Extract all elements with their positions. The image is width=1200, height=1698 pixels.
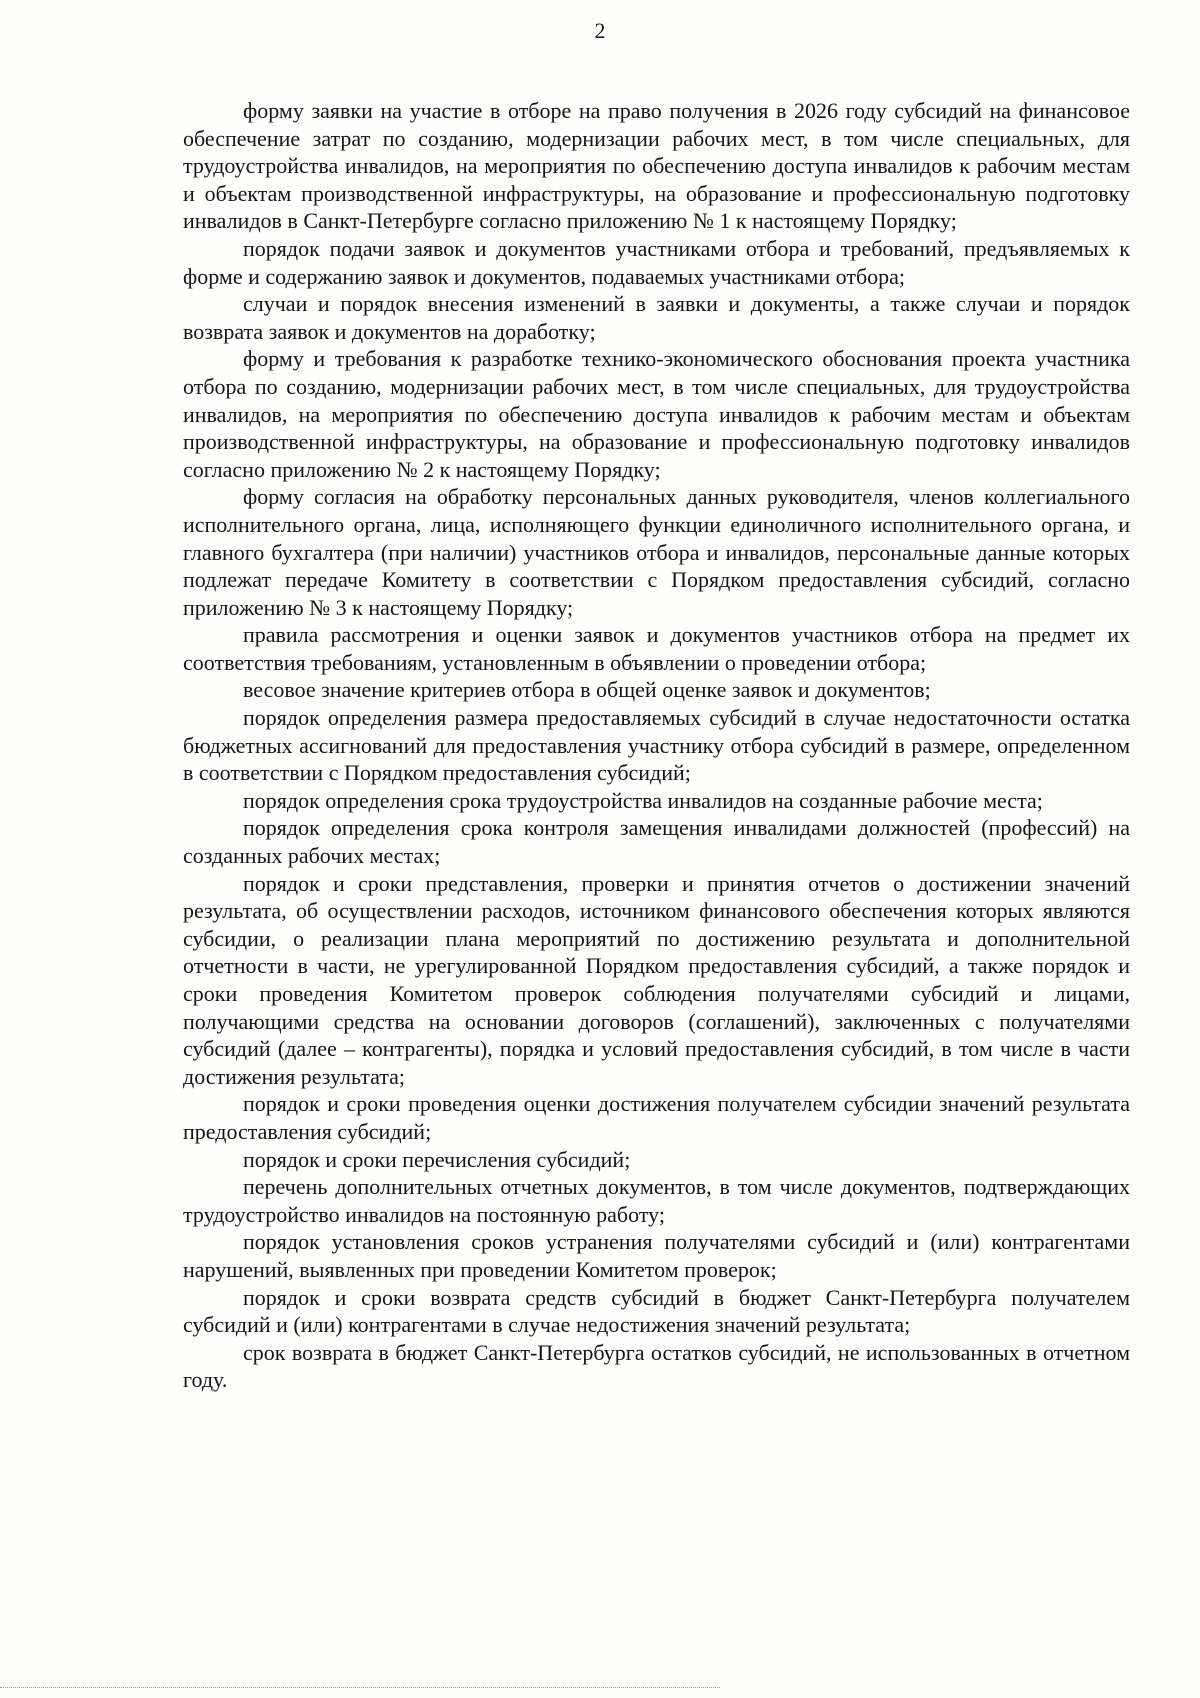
paragraph: правила рассмотрения и оценки заявок и документов участников отбора на предмет их соответствия требованиям, установленным в объявлении о проведении отбора; bbox=[183, 622, 1130, 675]
paragraph: перечень дополнительных отчетных документов, в том числе документов, подтверждающих трудоустройство инвалидов на постоянную работу; bbox=[183, 1174, 1130, 1227]
paragraph: порядок установления сроков устранения получателями субсидий и (или) контрагентами нарушений, выявленных при проведении Комитетом проверок; bbox=[183, 1229, 1130, 1282]
paragraph: форму согласия на обработку персональных данных руководителя, членов коллегиального исполнительного органа, лица, исполняющего функции единоличного исполнительного органа, и главного бухгалтера (при наличии) участников отбора и инвалидов, персональные данные которых подлежат передаче Комитету в соответствии с Порядком предоставления субсидий, согласно приложению № 3 к настоящему Порядку; bbox=[183, 484, 1130, 620]
paragraph: форму заявки на участие в отборе на право получения в 2026 году субсидий на финансовое обеспечение затрат по созданию, модернизации рабочих мест, в том числе специальных, для трудоустройства инвалидов, на мероприятия по обеспечению доступа инвалидов к рабочим местам и объектам производственной инфраструктуры, на образование и профессиональную подготовку инвалидов в Санкт-Петербурге согласно приложению № 1 к настоящему Порядку; bbox=[183, 98, 1130, 234]
paragraph: порядок и сроки возврата средств субсидий в бюджет Санкт-Петербурга получателем субсидий и (или) контрагентами в случае недостижения значений результата; bbox=[183, 1284, 1130, 1338]
scan-artifact-line bbox=[0, 1687, 720, 1688]
paragraph: весовое значение критериев отбора в общей оценке заявок и документов; bbox=[243, 677, 931, 703]
paragraph: случаи и порядок внесения изменений в заявки и документы, а также случаи и порядок возврата заявок и документов на доработку; bbox=[183, 291, 1130, 344]
paragraph: порядок определения размера предоставляемых субсидий в случае недостаточности остатка бюджетных ассигнований для предоставления участнику отбора субсидий в размере, определенном в соответствии с Порядком предоставления субсидий; bbox=[183, 705, 1130, 786]
paragraph: порядок и сроки представления, проверки и принятия отчетов о достижении значений результата, об осуществлении расходов, источником финансового обеспечения которых являются субсидии, о реализации плана мероприятий по достижению результата и дополнительной отчетности в части, не урегулированной Порядком предоставления субсидий, а также порядок и сроки проведения Комитетом проверок соблюдения получателями субсидий и лицами, получающими средства на основании договоров (соглашений), заключенных с получателями субсидий (далее – контрагенты), порядка и условий предоставления субсидий, в том числе в части достижения результата; bbox=[183, 870, 1130, 1089]
paragraph: порядок и сроки проведения оценки достижения получателем субсидии значений результата предоставления субсидий; bbox=[183, 1091, 1130, 1144]
paragraph: порядок подачи заявок и документов участниками отбора и требований, предъявляемых к форме и содержанию заявок и документов, подаваемых участниками отбора; bbox=[183, 235, 1130, 289]
paragraph: порядок определения срока контроля замещения инвалидами должностей (профессий) на созданных рабочих местах; bbox=[183, 815, 1130, 869]
document-body bbox=[183, 97, 1130, 1394]
paragraph: порядок определения срока трудоустройства инвалидов на созданные рабочие места; bbox=[243, 787, 1043, 813]
page-number: 2 bbox=[594, 18, 606, 43]
paragraph: порядок и сроки перечисления субсидий; bbox=[243, 1146, 631, 1172]
paragraph: срок возврата в бюджет Санкт-Петербурга остатков субсидий, не использованных в отчетном году. bbox=[183, 1339, 1130, 1393]
paragraph: форму и требования к разработке технико-экономического обоснования проекта участника отбора по созданию, модернизации рабочих мест, в том числе специальных, для трудоустройства инвалидов, на мероприятия по обеспечению доступа инвалидов к рабочим местам и объектам производственной инфраструктуры, на образование и профессиональную подготовку инвалидов согласно приложению № 2 к настоящему Порядку; bbox=[183, 346, 1130, 482]
